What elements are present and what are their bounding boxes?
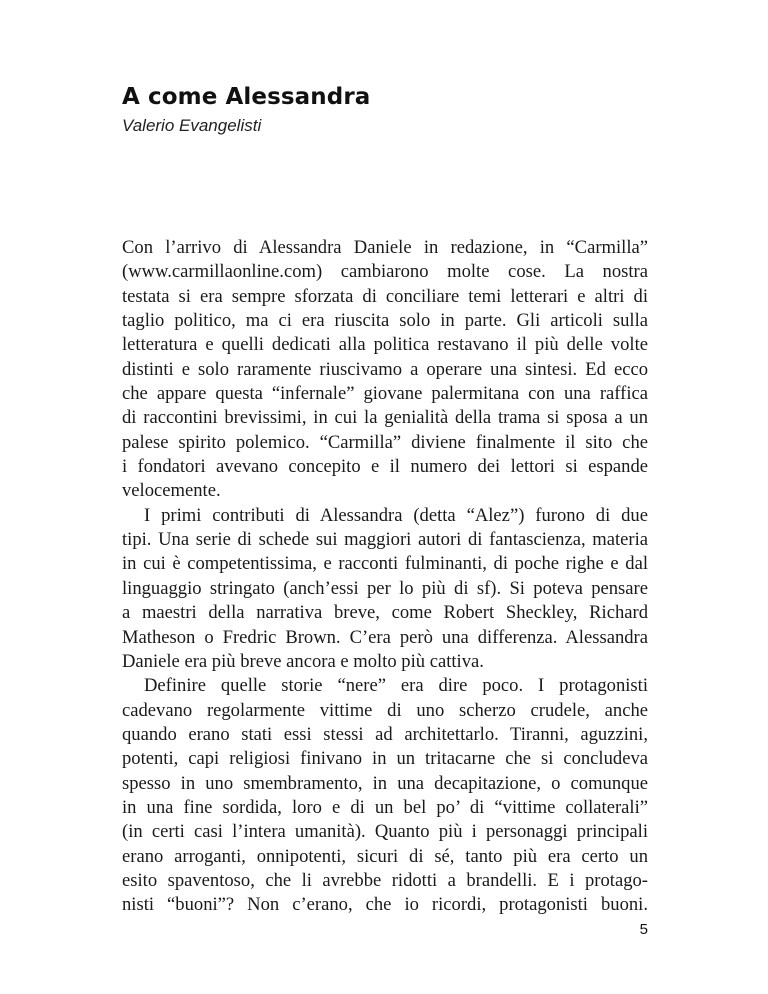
text-line: I primi contributi di Alessandra (detta “Alez”) furono di due: [144, 504, 648, 526]
text-line: (www.carmillaonline.com) cambiarono molte cose. La nostra: [122, 261, 648, 283]
text-line: Con l’arrivo di Alessandra Daniele in redazione, in “Carmilla”: [122, 237, 648, 258]
text-line: linguaggio stringato (anch’essi per lo più di sf). Si poteva pensare: [122, 577, 648, 599]
text-line: a maestri della narrativa breve, come Robert Sheckley, Richard: [122, 602, 648, 624]
book-page: [122, 0, 648, 994]
text-line: palese spirito polemico. “Carmilla” diviene finalmente il sito che: [122, 431, 648, 453]
chapter-body: [122, 236, 648, 918]
text-line: tipi. Una serie di schede sui maggiori autori di fantascienza, materia: [122, 529, 648, 551]
text-line: velocemente.: [122, 480, 221, 502]
text-line: in una fine sordida, loro e di un bel po’ di “vittime collaterali”: [122, 796, 648, 818]
text-line: erano arroganti, onnipotenti, sicuri di sé, tanto più era certo un: [122, 845, 648, 867]
text-line: Matheson o Fredric Brown. C’era però una differenza. Alessandra: [122, 626, 648, 648]
text-line: i fondatori avevano concepito e il numero dei lettori si espande: [122, 456, 648, 478]
text-line: testata si era sempre sforzata di conciliare temi letterari e altri di: [122, 285, 648, 307]
text-line: spesso in uno smembramento, in una decapitazione, o comunque: [122, 772, 648, 794]
page-number: 5: [639, 921, 648, 938]
chapter-author: Valerio Evangelisti: [122, 116, 262, 135]
text-line: in cui è competentissima, e racconti fulminanti, di poche righe e dal: [122, 553, 648, 575]
text-line: che appare questa “infernale” giovane palermitana con una raffica: [122, 383, 648, 405]
text-line: (in certi casi l’intera umanità). Quanto più i personaggi principali: [122, 821, 648, 843]
text-line: potenti, capi religiosi finivano in un tritacarne che si concludeva: [122, 748, 648, 770]
chapter-title: A come Alessandra: [122, 84, 371, 110]
text-line: Daniele era più breve ancora e molto più cattiva.: [122, 650, 484, 672]
text-line: cadevano regolarmente vittime di uno scherzo crudele, anche: [122, 699, 648, 721]
text-line: Definire quelle storie “nere” era dire poco. I protagonisti: [144, 675, 648, 697]
text-line: nisti “buoni”? Non c’erano, che io ricordi, protagonisti buoni.: [122, 894, 648, 916]
text-line: di raccontini brevissimi, in cui la genialità della trama si sposa a un: [122, 407, 648, 429]
text-line: quando erano stati essi stessi ad architettarlo. Tiranni, aguzzini,: [122, 723, 648, 745]
text-line: taglio politico, ma ci era riuscita solo in parte. Gli articoli sulla: [122, 310, 648, 332]
text-line: distinti e solo raramente riuscivamo a operare una sintesi. Ed ecco: [122, 358, 648, 380]
text-line: letteratura e quelli dedicati alla politica restavano il più delle volte: [122, 334, 648, 356]
text-line: esito spaventoso, che li avrebbe ridotti a brandelli. E i protago-: [122, 869, 648, 891]
